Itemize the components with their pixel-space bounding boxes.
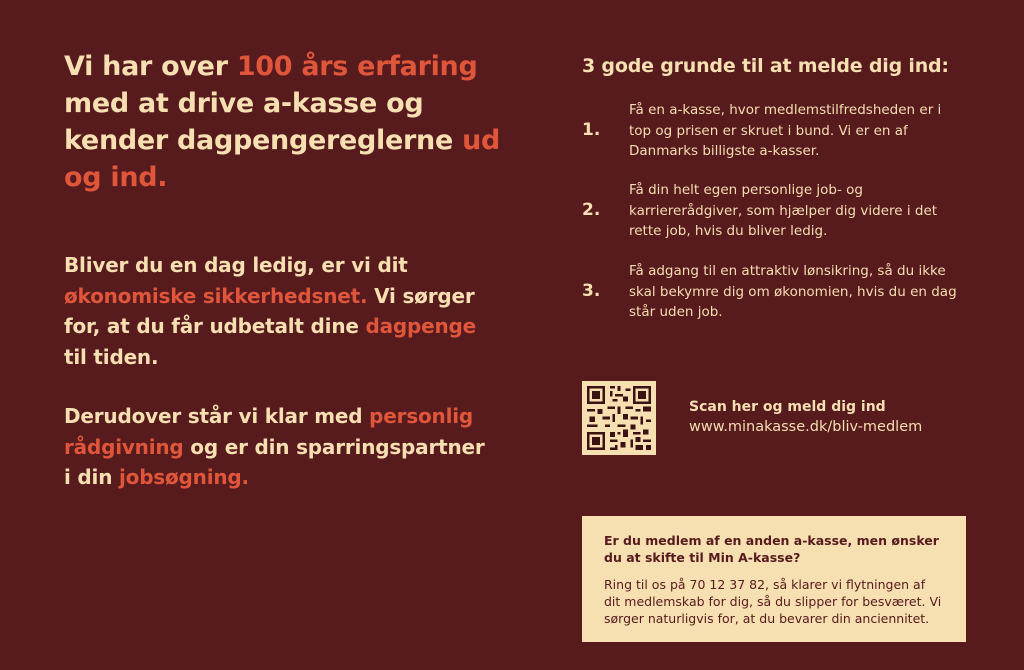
reason-number: 3.: [582, 281, 601, 301]
reasons-title: 3 gode grunde til at melde dig ind:: [582, 55, 949, 77]
qr-code-icon[interactable]: [582, 381, 656, 455]
ledig-paragraph: [64, 250, 494, 372]
headline-text-1: Vi har over: [64, 51, 237, 82]
signup-link[interactable]: www.minakasse.dk/bliv-medlem: [689, 419, 923, 435]
reason-text: Få adgang til en attraktiv lønsikring, så du ikke skal bekymre dig om økonomien, hvis du en dag står uden job.: [629, 263, 957, 320]
reason-number: 1.: [582, 120, 601, 140]
raadgivning-text-2: og er din sparringspartner i din: [64, 434, 485, 489]
ledig-highlight-1: økonomiske sikkerhedsnet.: [64, 283, 368, 308]
reason-number: 2.: [582, 200, 601, 220]
raadgivning-highlight-2: jobsøgning.: [119, 465, 249, 489]
ledig-text-1: Bliver du en dag ledig, er vi dit: [64, 253, 408, 277]
headline-text-2: med at drive a-kasse og kender dagpengereglerne: [64, 88, 463, 156]
raadgivning-text-1: Derudover står vi klar med: [64, 404, 370, 428]
reason-text: Få din helt egen personlige job- og karriererådgiver, som hjælper dig videre i det rette job, hvis du bliver ledig.: [629, 182, 938, 239]
switch-info-box: [582, 516, 966, 642]
raadgivning-paragraph: [64, 401, 494, 493]
raadgivning-highlight-1: personlig rådgivning: [64, 404, 474, 459]
scan-title: Scan her og meld dig ind: [689, 399, 886, 415]
ledig-highlight-2: dagpenge: [365, 314, 477, 338]
switch-box-text: Ring til os på 70 12 37 82, så klarer vi flytningen af dit medlemskab for dig, så du slipper for besværet. Vi sørger naturligvis for, at du bevarer din anciennitet.: [604, 577, 942, 626]
reason-text: Få en a-kasse, hvor medlemstilfredsheden er i top og prisen er skruet i bund. Vi er en af Danmarks billigste a-kasser.: [629, 102, 942, 159]
headline-highlight-2: ud og ind.: [64, 125, 501, 193]
ledig-text-3: til tiden.: [64, 344, 159, 369]
switch-box-title: Er du medlem af en anden a-kasse, men ønsker du at skifte til Min A-kasse?: [604, 533, 939, 565]
ledig-text-2: Vi sørger for, at du får udbetalt dine: [64, 283, 475, 338]
headline: [64, 48, 504, 196]
headline-highlight-1: 100 års erfaring: [236, 51, 478, 82]
